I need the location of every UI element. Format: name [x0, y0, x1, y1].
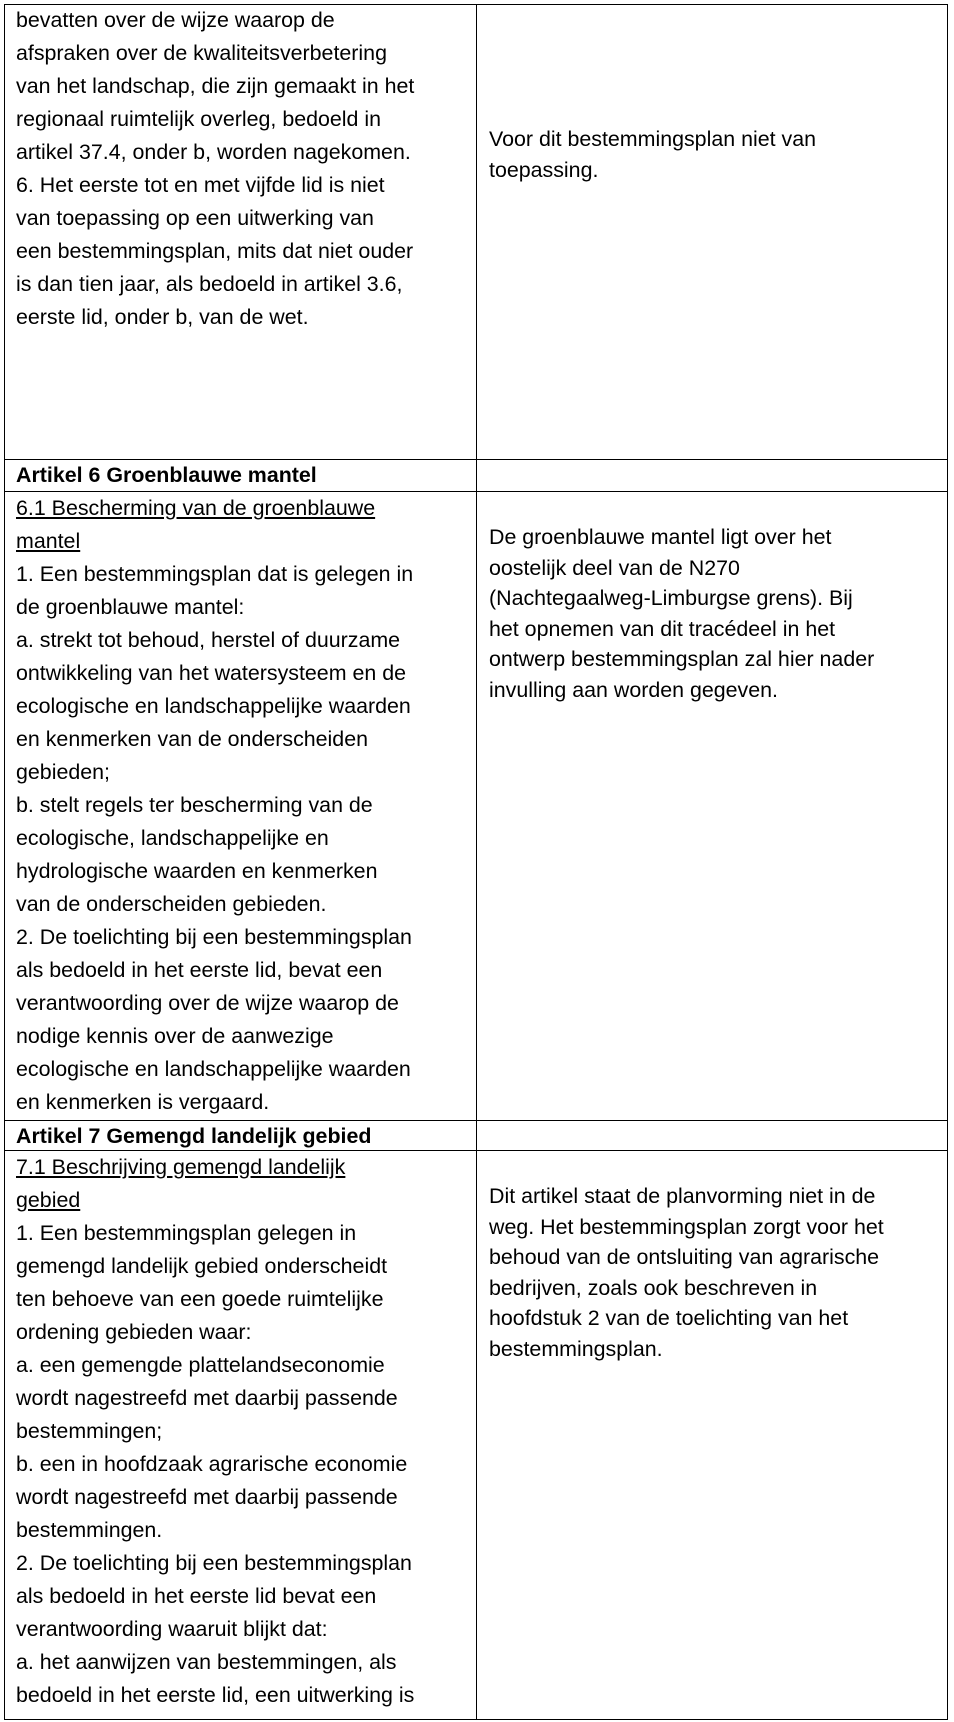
left-text-line: een bestemmingsplan, mits dat niet ouder — [16, 239, 414, 263]
left-text-line: wordt nagestreefd met daarbij passende — [16, 1386, 398, 1410]
row5-left-text — [16, 1151, 468, 1712]
left-text-line: van de onderscheiden gebieden. — [16, 892, 327, 916]
row5-right-text — [489, 1181, 939, 1364]
left-text-line: bestemmingen. — [16, 1518, 163, 1542]
left-text-line: gemengd landelijk gebied onderscheidt — [16, 1254, 388, 1278]
right-text-line: hoofdstuk 2 van de toelichting van het — [489, 1306, 849, 1330]
left-text-line: is dan tien jaar, als bedoeld in artikel 3.6, — [16, 272, 403, 296]
left-text-line: ontwikkeling van het watersysteem en de — [16, 661, 406, 685]
right-text-line: invulling aan worden gegeven. — [489, 677, 778, 702]
left-text-line: van het landschap, die zijn gemaakt in het — [16, 74, 415, 98]
left-text-line: en kenmerken is vergaard. — [16, 1090, 270, 1114]
left-text-line: als bedoeld in het eerste lid, bevat een — [16, 958, 383, 982]
right-text-line: behoud van de ontsluiting van agrarische — [489, 1245, 880, 1269]
row1-left-text — [16, 4, 468, 334]
left-text-line: hydrologische waarden en kenmerken — [16, 859, 378, 883]
left-text-line: ten behoeve van een goede ruimtelijke — [16, 1287, 384, 1311]
row3-left-text — [16, 492, 468, 1119]
left-text-line: b. stelt regels ter bescherming van de — [16, 793, 373, 817]
section-title-line: 7.1 Beschrijving gemengd landelijk — [16, 1155, 346, 1179]
left-text-line: de groenblauwe mantel: — [16, 595, 245, 619]
heading-artikel-7-text: Artikel 7 Gemengd landelijk gebied — [16, 1124, 372, 1148]
row1-right-text — [489, 124, 939, 185]
row1-left-cell — [4, 4, 476, 459]
left-text-line: verantwoording waaruit blijkt dat: — [16, 1617, 328, 1641]
row3-right-cell — [477, 522, 947, 722]
left-text-line: ordening gebieden waar: — [16, 1320, 252, 1344]
document-table — [4, 4, 948, 1720]
left-text-line: ecologische en landschappelijke waarden — [16, 694, 411, 718]
row3-left-cell — [4, 492, 476, 1122]
border-right — [947, 4, 948, 1720]
border-row1-bottom — [4, 459, 948, 460]
section-title-line: 6.1 Bescherming van de groenblauwe — [16, 496, 376, 520]
left-text-line: afspraken over de kwaliteitsverbetering — [16, 41, 387, 65]
left-text-line: bestemmingen; — [16, 1419, 163, 1443]
border-bottom — [4, 1719, 948, 1720]
right-text-line: Voor dit bestemmingsplan niet van — [489, 127, 816, 151]
left-text-line: 1. Een bestemmingsplan dat is gelegen in — [16, 562, 414, 586]
left-text-line: 2. De toelichting bij een bestemmingsplan — [16, 1551, 412, 1575]
left-text-line: 1. Een bestemmingsplan gelegen in — [16, 1221, 357, 1245]
left-text-line: gebieden; — [16, 760, 110, 784]
row5-left-cell — [4, 1151, 476, 1720]
border-left — [4, 4, 5, 1720]
right-text-line: bedrijven, zoals ook beschreven in — [489, 1275, 818, 1300]
left-text-line: artikel 37.4, onder b, worden nagekomen. — [16, 140, 411, 164]
left-text-line: 6. Het eerste tot en met vijfde lid is niet — [16, 173, 385, 197]
border-top — [4, 4, 948, 5]
section-title-line: mantel — [16, 529, 81, 553]
row5-right-cell — [477, 1181, 947, 1381]
left-text-line: als bedoeld in het eerste lid bevat een — [16, 1584, 377, 1608]
border-row3-bottom — [4, 1120, 948, 1121]
heading-artikel-7 — [4, 1121, 476, 1151]
border-row2-bottom — [4, 491, 948, 492]
left-text-line: nodige kennis over de aanwezige — [16, 1024, 334, 1048]
left-text-line: bedoeld in het eerste lid, een uitwerking is — [16, 1683, 415, 1707]
right-text-line: het opnemen van dit tracédeel in het — [489, 616, 836, 641]
row1-right-cell — [477, 124, 947, 214]
border-row4-bottom — [4, 1150, 948, 1151]
left-text-line: a. een gemengde plattelandseconomie — [16, 1353, 385, 1377]
section-title-line: gebied — [16, 1188, 81, 1212]
right-text-line: De groenblauwe mantel ligt over het — [489, 525, 832, 549]
left-text-line: a. strekt tot behoud, herstel of duurzame — [16, 628, 401, 652]
left-text-line: regionaal ruimtelijk overleg, bedoeld in — [16, 107, 382, 131]
left-text-line: ecologische, landschappelijke en — [16, 826, 329, 850]
heading-artikel-6 — [4, 460, 476, 490]
right-text-line: bestemmingsplan. — [489, 1336, 663, 1361]
left-text-line: 2. De toelichting bij een bestemmingsplan — [16, 925, 412, 949]
border-middle — [476, 4, 477, 1720]
right-text-line: (Nachtegaalweg-Limburgse grens). Bij — [489, 586, 853, 610]
left-text-line: en kenmerken van de onderscheiden — [16, 727, 368, 751]
right-text-line: ontwerp bestemmingsplan zal hier nader — [489, 647, 875, 671]
left-text-line: verantwoording over de wijze waarop de — [16, 991, 399, 1015]
row3-right-text — [489, 522, 939, 705]
left-text-line: eerste lid, onder b, van de wet. — [16, 305, 309, 329]
right-text-line: oostelijk deel van de N270 — [489, 555, 740, 580]
right-text-line: toepassing. — [489, 157, 599, 182]
left-text-line: wordt nagestreefd met daarbij passende — [16, 1485, 398, 1509]
left-text-line: bevatten over de wijze waarop de — [16, 8, 335, 32]
left-text-line: van toepassing op een uitwerking van — [16, 206, 374, 230]
left-text-line: a. het aanwijzen van bestemmingen, als — [16, 1650, 397, 1674]
right-text-line: weg. Het bestemmingsplan zorgt voor het — [489, 1214, 884, 1239]
right-text-line: Dit artikel staat de planvorming niet in de — [489, 1184, 876, 1208]
heading-artikel-6-text: Artikel 6 Groenblauwe mantel — [16, 463, 317, 487]
left-text-line: b. een in hoofdzaak agrarische economie — [16, 1452, 408, 1476]
left-text-line: ecologische en landschappelijke waarden — [16, 1057, 411, 1081]
